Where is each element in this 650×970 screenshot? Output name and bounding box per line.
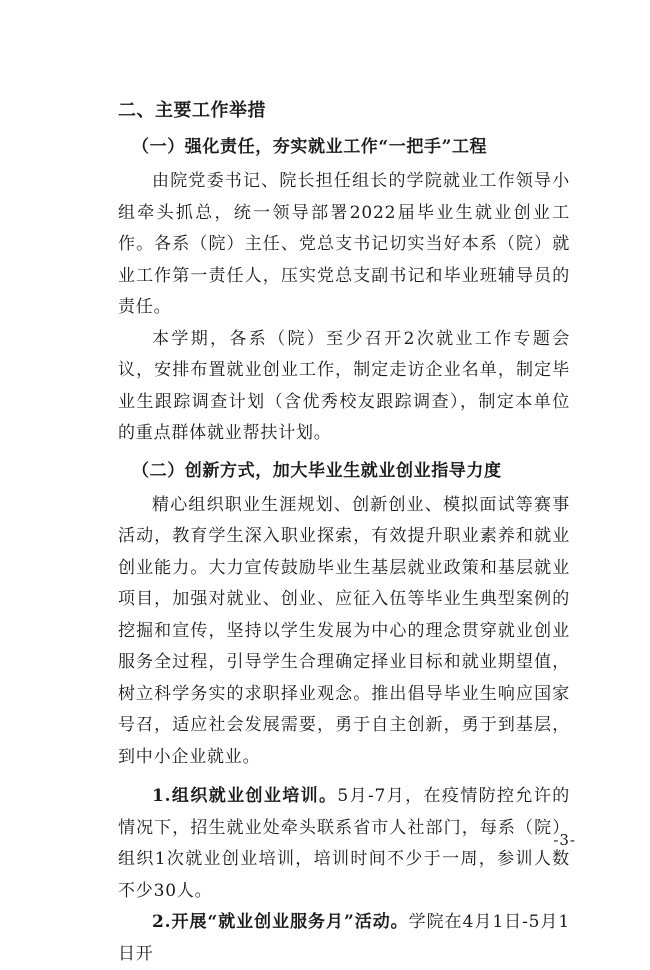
subsection-1-paragraph-1: 由院党委书记、院长担任组长的学院就业工作领导小组牵头抓总，统一领导部署2022届毕业生就业创业工作。各系（院）主任、党总支书记切实当好本系（院）就业工作第一责任人，压实党总支副书记和毕业班辅导员的责任。 [118, 171, 570, 317]
subsection-1-paragraph-2: 本学期，各系（院）至少召开2次就业工作专题会议，安排布置就业创业工作，制定走访企业名单，制定毕业生跟踪调查计划（含优秀校友跟踪调查），制定本单位的重点群体就业帮扶计划。 [118, 328, 570, 443]
list-item-2 [118, 907, 570, 970]
subsection-heading-2: （二）创新方式，加大毕业生就业创业指导力度 [132, 460, 502, 481]
subsection-2-paragraph: 精心组织职业生涯规划、创新创业、模拟面试等赛事活动，教育学生深入职业探索，有效提升职业素养和就业创业能力。大力宣传鼓励毕业生基层就业政策和基层就业项目，加强对就业、创业、应征入伍等毕业生典型案例的挖掘和宣传，坚持以学生发展为中心的理念贯穿就业创业服务全过程，引导学生合理确定择业目标和就业期望值，树立科学务实的求职择业观念。推出倡导毕业生响应国家号召，适应社会发展需要，勇于自主创新，勇于到基层，到中小企业就业。 [118, 494, 570, 767]
list-item-1-lead: 1.组织就业创业培训。 [152, 786, 338, 806]
list-item-2-lead: 2.开展“就业创业服务月”活动。 [152, 912, 409, 932]
document-body [118, 98, 570, 970]
list-item-1 [118, 781, 570, 907]
page-number: -3- [553, 831, 576, 849]
list-item-1-text: 5月-7月，在疫情防控允许的情况下，招生就业处牵头联系省市人社部门，每系（院）组织1次就业创业培训，培训时间不少于一周，参训人数不少30人。 [118, 786, 571, 901]
list-item-2-text: 学院在4月1日-5月1日开 [118, 912, 570, 964]
section-heading: 二、主要工作举措 [118, 100, 266, 121]
subsection-heading-1: （一）强化责任，夯实就业工作“一把手”工程 [132, 137, 488, 157]
